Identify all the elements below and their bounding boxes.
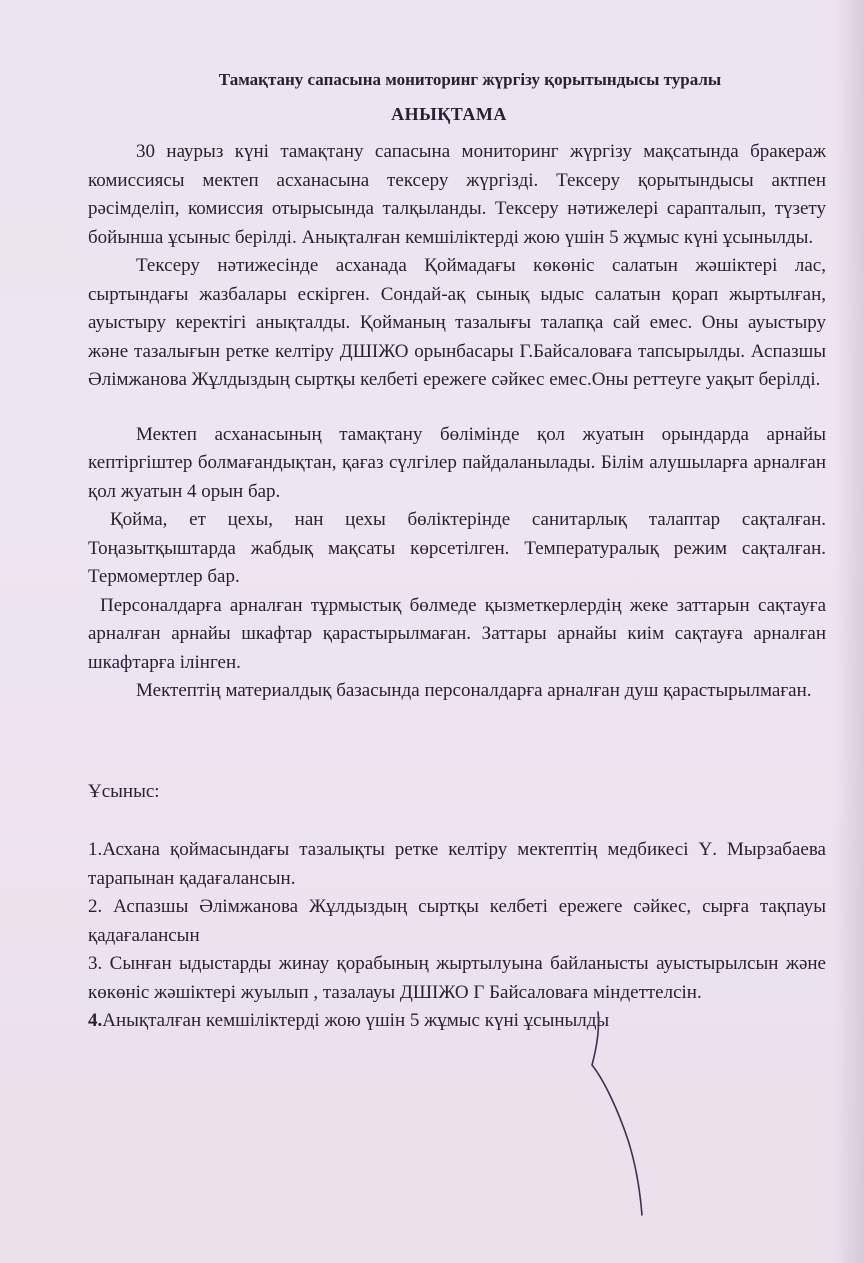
- document-subtitle: АНЫҚТАМА: [391, 104, 507, 124]
- recommendation-item: [88, 1007, 826, 1036]
- paragraph-sanitary: Қойма, ет цехы, нан цехы бөліктерінде санитарлық талаптар сақталған. Тоңазытқыштарда жабдық мақсаты көрсетілген. Температуралық режим сақталған. Термомертлер бар.: [88, 509, 826, 587]
- paragraph-shower: Мектептің материалдық базасында персоналдарға арналған душ қарастырылмаған.: [136, 680, 812, 701]
- paragraph-findings: Тексеру нәтижесінде асханада Қоймадағы көкөніс салатын жәшіктері лас, сыртындағы жазбалары ескірген. Сондай-ақ сынық ыдыс салатын қорап жыртылған, ауыстыру керектігі анықталды. Қойманың тазалығы талапқа сай емес. Оны ауыстыру және тазалығын ретке келтіру ДШІЖО орынбасары Г.Байсаловаға тапсырылды. Аспазшы Әлімжанова Жұлдыздың сыртқы келбеті ережеге сәйкес емес.Оны реттеуге уақыт берілді.: [88, 255, 826, 390]
- paper-edge-shadow: [834, 0, 864, 1263]
- recommendation-number: 4.: [88, 1010, 103, 1031]
- recommendation-number: 2.: [88, 896, 103, 917]
- paragraph-staff-room: Персоналдарға арналған тұрмыстық бөлмеде қызметкерлердің жеке заттарын сақтауға арналған арнайы шкафтар қарастырылмаған. Заттары арнайы киім сақтауға арналған шкафтарға ілінген.: [88, 594, 826, 673]
- recommendation-text: Аспазшы Әлімжанова Жұлдыздың сыртқы келбеті ережеге сәйкес, сырға тақпауы қадағалансын: [88, 896, 826, 946]
- paragraph-intro: 30 наурыз күні тамақтану сапасына мониторинг жүргізу мақсатында бракераж комиссиясы мектеп асханасына тексеру жүргізді. Тексеру қорытындысы актпен рәсімделіп, комиссия отырысында талқыланды. Тексеру нәтижелері сарапталып, түзету бойынша ұсыныс берілді. Анықталған кемшіліктерді жою үшін 5 жұмыс күні ұсынылды.: [88, 141, 826, 248]
- recommendation-text: Сынған ыдыстарды жинау қорабының жыртылуына байланысты ауыстырылсын және көкөніс жәшіктері жуылып , тазалауы ДШІЖО Г Байсаловаға міндеттелсін.: [88, 953, 826, 1003]
- recommendation-text: Асхана қоймасындағы тазалықты ретке келтіру мектептің медбикесі Ү. Мырзабаева тарапынан қадағалансын.: [88, 839, 826, 889]
- document-title: Тамақтану сапасына мониторинг жүргізу қорытындысы туралы: [218, 70, 722, 89]
- recommendation-text: Анықталған кемшіліктерді жою үшін 5 жұмыс күні ұсынылды: [102, 1010, 610, 1031]
- recommendations-list: [88, 836, 826, 1036]
- recommendations-heading: Ұсыныс:: [88, 780, 160, 802]
- paragraph-handwash: Мектеп асханасының тамақтану бөлімінде қол жуатын орындарда арнайы кептіргіштер болмағандықтан, қағаз сүлгілер пайдаланылады. Білім алушыларға арналған қол жуатын 4 орын бар.: [88, 423, 826, 502]
- document-body: [88, 138, 826, 1036]
- recommendation-number: 3.: [88, 953, 103, 974]
- recommendation-item: [88, 893, 826, 950]
- recommendation-number: 1.: [88, 839, 103, 860]
- recommendation-item: [88, 950, 826, 1007]
- recommendation-item: [88, 836, 826, 893]
